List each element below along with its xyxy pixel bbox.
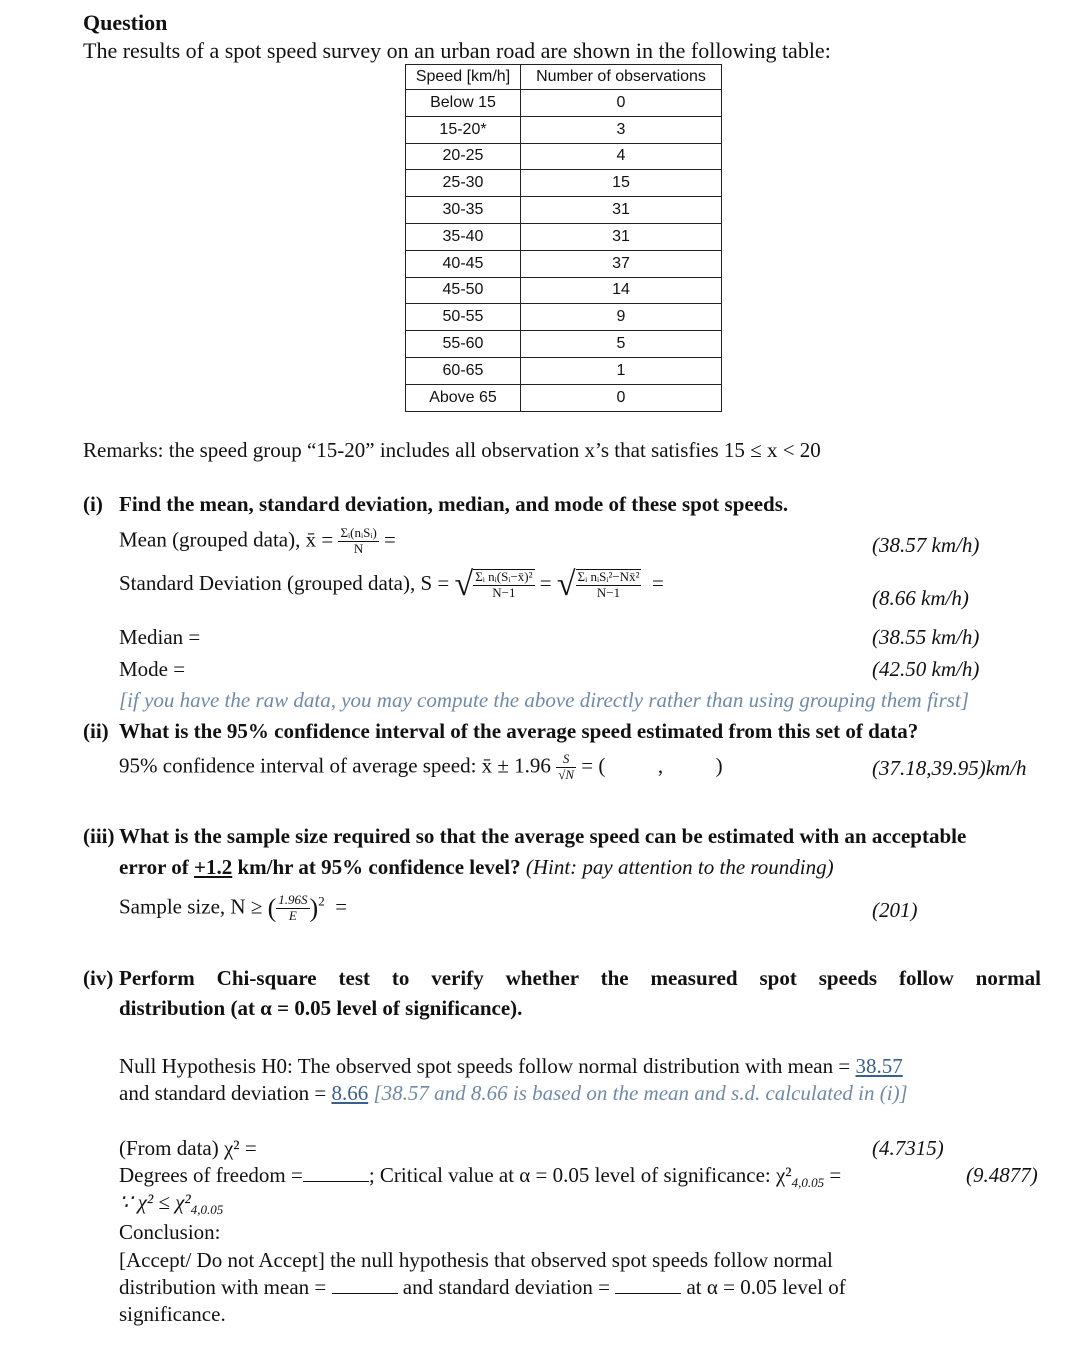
part-ii-question: What is the 95% confidence interval of the average speed estimated from this set of data? (119, 719, 919, 743)
table-row (406, 116, 722, 143)
sd-formula-2-numerator: Σᵢ nᵢSᵢ²−Nx̄² (577, 569, 640, 585)
count-cell: 5 (521, 331, 722, 358)
conclusion-text: at α = 0.05 level of (681, 1275, 846, 1299)
because-subscript: 4,0.05 (190, 1202, 224, 1218)
table-row (406, 384, 722, 411)
speed-cell: 40-45 (406, 250, 521, 277)
sqrt-symbol: √ (454, 566, 474, 603)
speed-cell: 50-55 (406, 304, 521, 331)
h0-note: [38.57 and 8.66 is based on the mean and s.d. calculated in (i)] (368, 1081, 908, 1105)
count-cell: 1 (521, 357, 722, 384)
mean-formula (338, 526, 378, 557)
sd-formula-1 (455, 568, 535, 602)
mode-label: Mode = (119, 657, 186, 681)
count-cell: 0 (521, 90, 722, 117)
conclusion-line3: significance. (119, 1302, 226, 1326)
sd-row (119, 568, 664, 602)
conclusion-line2 (119, 1275, 846, 1300)
speed-cell: 30-35 (406, 197, 521, 224)
count-cell: 4 (521, 143, 722, 170)
ci-row (119, 752, 723, 783)
h0-text: Null Hypothesis H0: The observed spot speeds follow normal distribution with mean = (119, 1054, 856, 1078)
count-cell: 15 (521, 170, 722, 197)
speed-cell: 20-25 (406, 143, 521, 170)
count-cell: 31 (521, 223, 722, 250)
part-iv-question-line2: distribution (at α = 0.05 level of significance). (119, 996, 523, 1020)
intro-text: The results of a spot speed survey on an urban road are shown in the following table: (83, 38, 831, 63)
critical-label: ; Critical value at α = 0.05 level of significance: χ² (368, 1163, 792, 1187)
speed-cell: Above 65 (406, 384, 521, 411)
sd-formula-1-numerator: Σᵢ nᵢ(Sᵢ−x̄)² (475, 569, 533, 585)
speed-cell: 55-60 (406, 331, 521, 358)
table-row (406, 170, 722, 197)
hint-text: (Hint: pay attention to the rounding) (525, 855, 834, 879)
count-cell: 0 (521, 384, 722, 411)
question-text: error of (119, 855, 195, 879)
equals-sign: = (539, 570, 552, 595)
part-iii-number: (iii) (83, 824, 115, 848)
col-header-observations: Number of observations (521, 65, 722, 90)
count-cell: 37 (521, 250, 722, 277)
mean-formula-denominator: N (353, 540, 364, 556)
dof-row (119, 1163, 841, 1191)
conclusion-line1: [Accept/ Do not Accept] the null hypothesis that observed spot speeds follow normal (119, 1248, 833, 1272)
critical-answer: (9.4877) (966, 1163, 1038, 1187)
conclusion-label: Conclusion: (119, 1220, 221, 1244)
table-row (406, 143, 722, 170)
ci-fraction-numerator: S (556, 752, 576, 768)
col-header-speed: Speed [km/h] (406, 65, 521, 90)
sample-size-numerator: 1.96S (278, 892, 308, 907)
conclusion-sd-blank[interactable] (615, 1277, 681, 1294)
mode-answer: (42.50 km/h) (872, 657, 980, 681)
null-hypothesis-line2 (119, 1081, 908, 1106)
speed-table (405, 64, 722, 412)
ci-label: 95% confidence interval of average speed: x̄ ± 1.96 (119, 753, 551, 778)
speed-cell: 35-40 (406, 223, 521, 250)
question-text: km/hr at 95% confidence level? (232, 855, 521, 879)
page-title: Question (83, 10, 168, 35)
equals-sign: = (384, 527, 396, 552)
sample-size-label: Sample size, N ≥ (119, 894, 263, 919)
speed-cell: 15-20* (406, 116, 521, 143)
ci-answer: (37.18,39.95)km/h (872, 756, 1027, 780)
equals-sign: = (824, 1163, 842, 1187)
table-row (406, 304, 722, 331)
part-ii-number: (ii) (83, 719, 109, 743)
remarks-text: Remarks: the speed group “15-20” includes all observation x’s that satisfies 15 ≤ x < 20 (83, 438, 821, 462)
error-value: +1.2 (194, 855, 233, 879)
part-iv-question-line1: Perform Chi-square test to verify whether the measured spot speeds follow normal (119, 966, 1041, 990)
because-row (119, 1190, 223, 1218)
sd-formula-1-denominator: N−1 (492, 585, 516, 600)
part-iii-question-line2 (119, 855, 834, 880)
h0-text: and standard deviation = (119, 1081, 332, 1105)
count-cell: 3 (521, 116, 722, 143)
conclusion-text: and standard deviation = (397, 1275, 616, 1299)
sample-size-denominator: E (288, 907, 297, 923)
table-row (406, 250, 722, 277)
conclusion-text: distribution with mean = (119, 1275, 332, 1299)
part-iv-number: (iv) (83, 966, 114, 990)
mean-label: Mean (grouped data), x̄ = (119, 527, 334, 552)
table-row (406, 90, 722, 117)
mean-formula-numerator: Σᵢ(nᵢSᵢ) (340, 525, 377, 540)
ci-fraction (556, 752, 576, 783)
part-i-number: (i) (83, 492, 103, 516)
raw-data-note: [if you have the raw data, you may compute the above directly rather than using grouping them first] (119, 688, 969, 712)
table-header-row (406, 65, 722, 90)
table-row (406, 223, 722, 250)
sample-size-answer: (201) (872, 898, 918, 922)
median-label: Median = (119, 625, 201, 649)
sample-size-fraction (276, 893, 309, 924)
sample-size-row: Sample size, N ≥ ( $\frac{1.96S}{E}$ )$^2$ = (119, 892, 348, 923)
equals-sign: = (646, 570, 664, 595)
mean-row (119, 526, 396, 557)
speed-cell: 25-30 (406, 170, 521, 197)
sd-label: Standard Deviation (grouped data), S = (119, 570, 450, 595)
chi-square-answer: (4.7315) (872, 1136, 944, 1160)
table-row (406, 197, 722, 224)
speed-cell: 45-50 (406, 277, 521, 304)
mean-answer: (38.57 km/h) (872, 533, 980, 557)
sd-formula-2 (557, 568, 642, 602)
dof-blank[interactable] (303, 1165, 369, 1182)
because-text: ∵ χ² ≤ χ² (119, 1190, 191, 1214)
sqrt-symbol: √ (556, 566, 576, 603)
dof-label: Degrees of freedom = (119, 1163, 303, 1187)
chi-square-label: (From data) χ² = (119, 1136, 257, 1160)
table-row (406, 331, 722, 358)
part-i-question: Find the mean, standard deviation, median, and mode of these spot speeds. (119, 492, 789, 516)
h0-mean-link[interactable]: 38.57 (855, 1054, 903, 1078)
count-cell: 31 (521, 197, 722, 224)
part-iii-question-line1: What is the sample size required so that the average speed can be estimated with an acceptable (119, 824, 967, 848)
table-row (406, 357, 722, 384)
sd-answer: (8.66 km/h) (872, 586, 969, 610)
conclusion-mean-blank[interactable] (332, 1277, 398, 1294)
null-hypothesis-line1 (119, 1054, 903, 1079)
median-answer: (38.55 km/h) (872, 625, 980, 649)
count-cell: 14 (521, 277, 722, 304)
speed-cell: Below 15 (406, 90, 521, 117)
ci-tail: = ( , ) (581, 753, 723, 778)
count-cell: 9 (521, 304, 722, 331)
speed-cell: 60-65 (406, 357, 521, 384)
ci-fraction-denominator: √N (558, 766, 574, 782)
critical-subscript: 4,0.05 (791, 1175, 825, 1191)
h0-sd-link[interactable]: 8.66 (331, 1081, 369, 1105)
table-row (406, 277, 722, 304)
sd-formula-2-denominator: N−1 (596, 585, 621, 600)
